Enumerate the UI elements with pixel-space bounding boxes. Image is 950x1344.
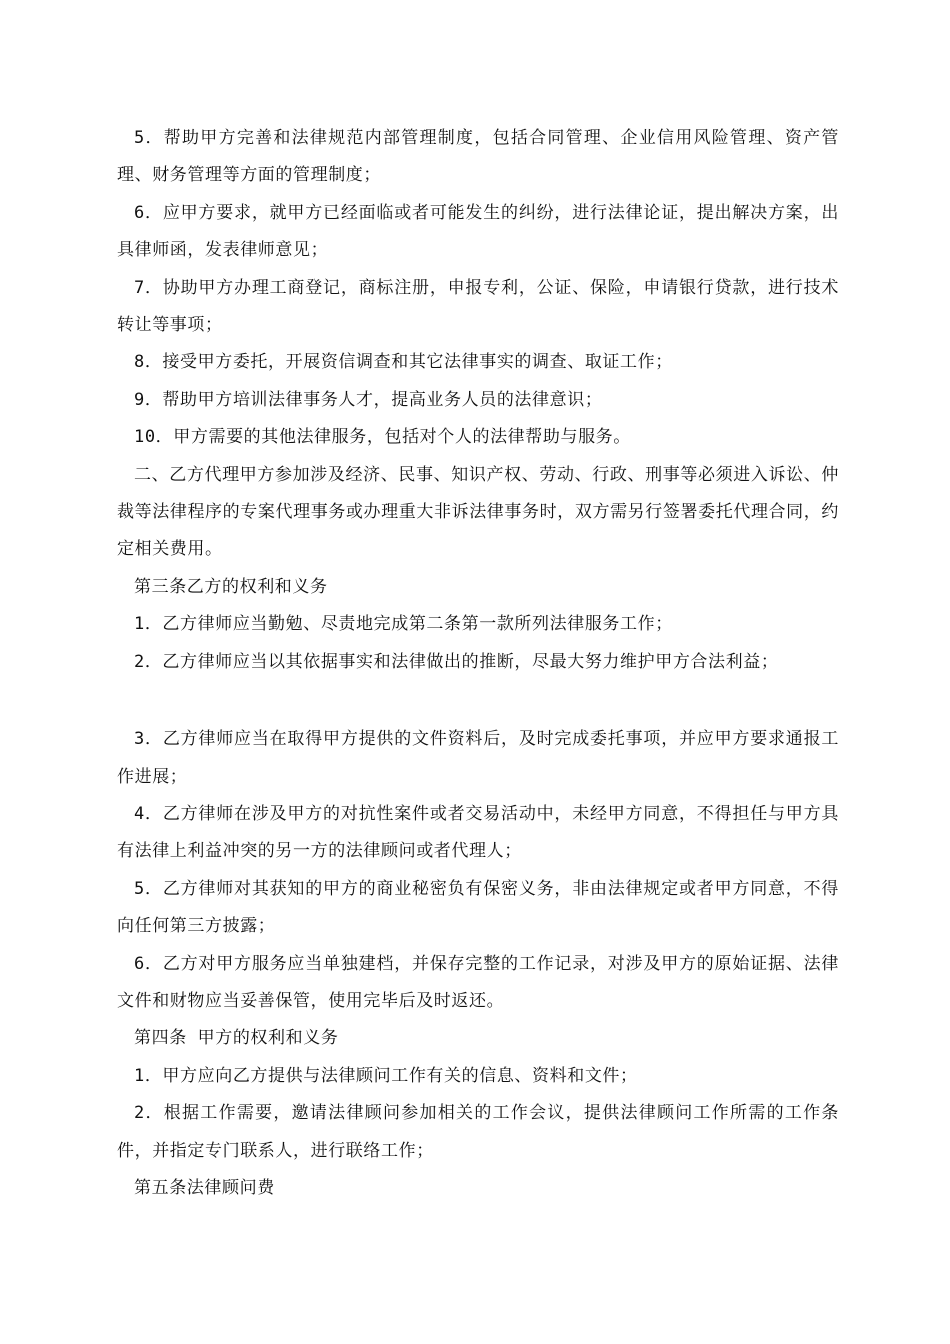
article-4-item-1: 1．甲方应向乙方提供与法律顾问工作有关的信息、资料和文件； [134,1065,638,1086]
article-4-heading: 第四条 甲方的权利和义务 [134,1028,339,1049]
paragraph-item-6: 6．应甲方要求，就甲方已经面临或者可能发生的纠纷，进行法律论证，提出解决方案，出具律师函，发表律师意见； [117,202,839,261]
article-3-heading: 第三条乙方的权利和义务 [134,576,328,597]
article-3-item-3: 3．乙方律师应当在取得甲方提供的文件资料后，及时完成委托事项，并应甲方要求通报工作进展； [117,729,839,787]
article-5-heading: 第五条法律顾问费 [134,1177,275,1198]
paragraph-section-2: 二、乙方代理甲方参加涉及经济、民事、知识产权、劳动、行政、刑事等必须进入诉讼、仲裁等法律程序的专案代理事务或办理重大非诉法律事务时，双方需另行签署委托代理合同，约定相关费用。 [117,464,839,560]
article-3-item-1: 1．乙方律师应当勤勉、尽责地完成第二条第一款所列法律服务工作； [134,614,673,635]
paragraph-item-9: 9．帮助甲方培训法律事务人才，提高业务人员的法律意识； [134,389,603,410]
paragraph-item-7: 7．协助甲方办理工商登记，商标注册，申报专利，公证、保险，申请银行贷款，进行技术转让等事项； [117,277,839,336]
article-4-item-2: 2．根据工作需要，邀请法律顾问参加相关的工作会议，提供法律顾问工作所需的工作条件，并指定专门联系人，进行联络工作； [117,1103,839,1161]
paragraph-gap [117,681,839,721]
paragraph-item-10: 10．甲方需要的其他法律服务，包括对个人的法律帮助与服务。 [134,427,631,448]
article-3-item-5: 5．乙方律师对其获知的甲方的商业秘密负有保密义务，非由法律规定或者甲方同意，不得向任何第三方披露； [117,878,839,937]
paragraph-item-8: 8．接受甲方委托，开展资信调查和其它法律事实的调查、取证工作； [134,352,673,373]
paragraph-item-5: 5．帮助甲方完善和法律规范内部管理制度，包括合同管理、企业信用风险管理、资产管理、财务管理等方面的管理制度； [117,128,839,186]
article-3-item-6: 6．乙方对甲方服务应当单独建档，并保存完整的工作记录，对涉及甲方的原始证据、法律文件和财物应当妥善保管，使用完毕后及时返还。 [117,953,839,1011]
article-3-item-2: 2．乙方律师应当以其依据事实和法律做出的推断，尽最大努力维护甲方合法利益； [134,651,779,672]
article-3-item-4: 4．乙方律师在涉及甲方的对抗性案件或者交易活动中，未经甲方同意，不得担任与甲方具有法律上利益冲突的另一方的法律顾问或者代理人； [117,803,839,862]
document-body [117,120,839,1207]
